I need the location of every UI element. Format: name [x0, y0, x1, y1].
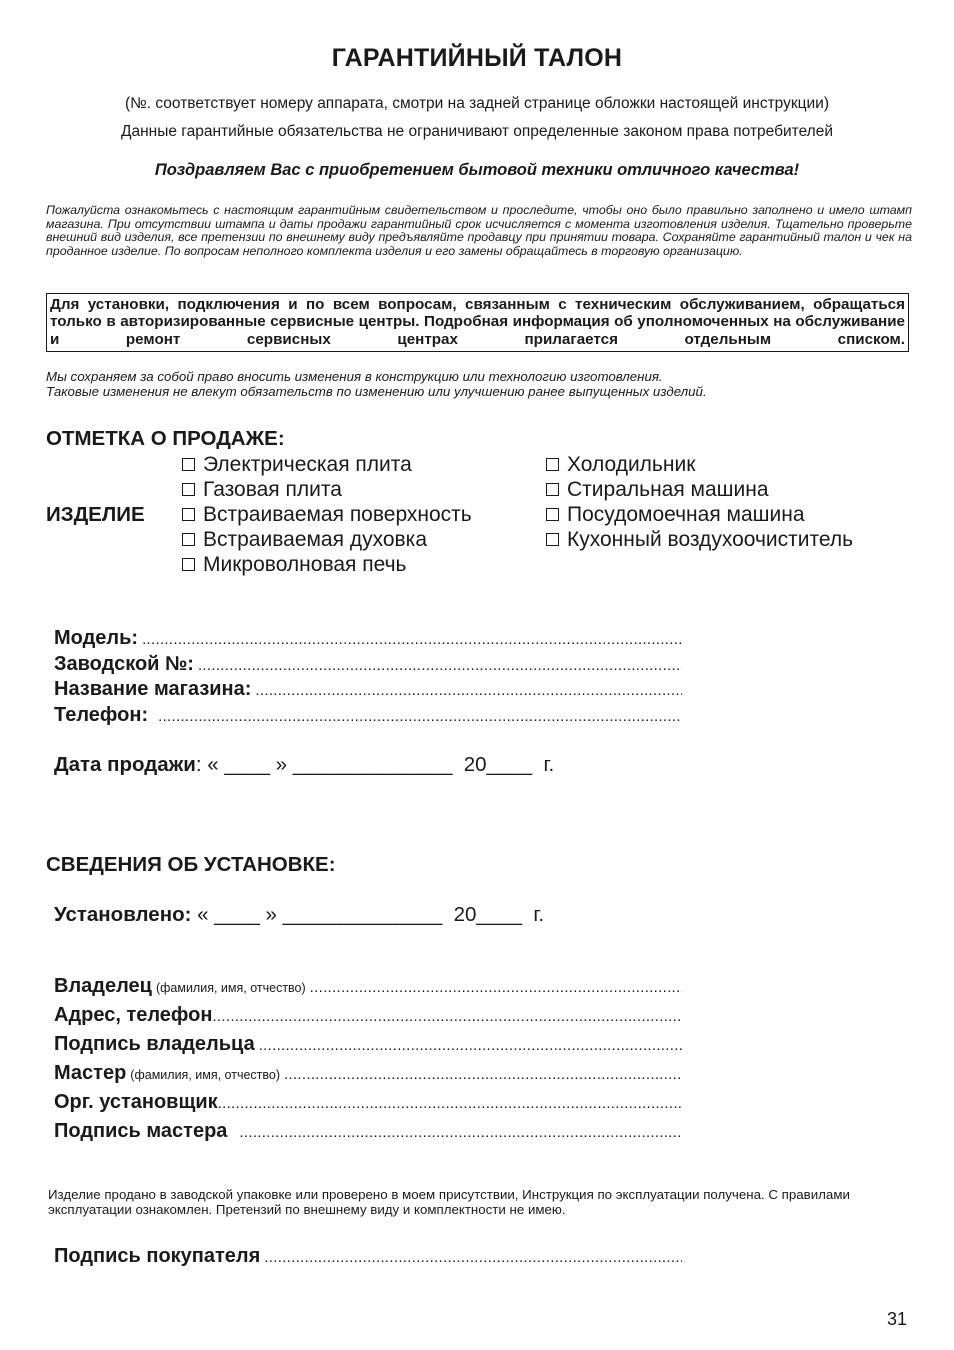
subtitle-serial-note: (№. соответствует номеру аппарата, смотри на задней странице обложки настоящей инструкции): [124, 95, 830, 112]
installation-date-blanks: « ____ » ______________ 20____ г.: [191, 903, 545, 926]
installer-org-label: Орг. установщик: [54, 1091, 218, 1113]
checkbox-icon[interactable]: [546, 483, 559, 496]
model-label: Модель:: [54, 627, 139, 649]
dotted-line: [212, 1008, 682, 1025]
buyer-signature-label: Подпись покупателя: [54, 1245, 261, 1267]
rights-line-2: Таковые изменения не влекут обязательств по изменению или улучшению ранее выпущенных изделий.: [46, 383, 707, 399]
congratulations-text: Поздравляем Вас с приобретением бытовой техники отличного качества!: [154, 161, 800, 179]
serial-number-label: Заводской №:: [54, 653, 194, 675]
dotted-line: [310, 979, 682, 996]
sale-date-field[interactable]: [54, 753, 554, 777]
master-signature-field[interactable]: [54, 1120, 682, 1143]
sale-heading: ОТМЕТКА О ПРОДАЖЕ:: [46, 427, 285, 450]
shop-name-field[interactable]: [54, 678, 682, 701]
owner-signature-label: Подпись владельца: [54, 1033, 255, 1055]
subtitle-rights-note: Данные гарантийные обязательства не ограничивают определенные законом права потребителей: [120, 123, 834, 140]
checkbox-icon[interactable]: [182, 508, 195, 521]
product-option-fridge[interactable]: Холодильник: [546, 452, 853, 477]
owner-hint: (фамилия, имя, отчество): [155, 981, 306, 995]
rights-line-1: Мы сохраняем за собой право вносить изменения в конструкцию или технологию изготовления.: [46, 369, 663, 384]
dotted-line: [264, 1249, 682, 1266]
sale-date-label: Дата продажи: [54, 753, 196, 776]
sale-date-blanks: : « ____ » ______________ 20____ г.: [195, 753, 555, 776]
dotted-line: [158, 708, 682, 725]
page-number: 31: [887, 1309, 908, 1329]
dotted-line: [218, 1095, 682, 1112]
buyer-disclaimer: Изделие продано в заводской упаковке или проверено в моем присутствии, Инструкция по эксплуатации получена. С правилами эксплуатации ознакомлен. Претензий по внешнему виду и комплектности не имею.: [48, 1187, 850, 1217]
dotted-line: [284, 1066, 682, 1083]
owner-signature-field[interactable]: [54, 1033, 682, 1056]
master-signature-label: Подпись мастера: [54, 1120, 228, 1142]
owner-field[interactable]: [54, 975, 682, 998]
dotted-line: [255, 682, 682, 699]
serial-number-field[interactable]: [54, 653, 682, 676]
product-label: ИЗДЕЛИЕ: [46, 503, 145, 526]
model-field[interactable]: [54, 627, 682, 650]
product-option-gas-stove[interactable]: Газовая плита: [182, 477, 472, 502]
rights-paragraph: [46, 370, 912, 399]
service-centers-notice: Для установки, подключения и по всем вопросам, связанным с техническим обслуживанием, обращаться только в авторизированные сервисные центры. Подробная информация об уполномоченных на обслуживание и ремонт сервисных центрах прилагается отдельным списком.: [46, 293, 909, 352]
owner-label: Владелец: [54, 975, 152, 997]
phone-label: Телефон:: [54, 704, 149, 726]
product-option-washer[interactable]: Стиральная машина: [546, 477, 853, 502]
product-option-built-in-oven[interactable]: Встраиваемая духовка: [182, 527, 472, 552]
product-options-column-1: [182, 452, 472, 577]
checkbox-icon[interactable]: [182, 483, 195, 496]
dotted-line: [259, 1037, 682, 1054]
master-hint: (фамилия, имя, отчество): [130, 1068, 281, 1082]
instructions-paragraph: Пожалуйста ознакомьтесь с настоящим гарантийным свидетельством и проследите, чтобы оно было правильно заполнено и имело штамп магазина. При отсутствии штампа и даты продажи гарантийный срок исчисляется с момента изготовления изделия. Тщательно проверьте внешний вид изделия, все претензии по внешнему виду предъявляйте продавцу при принятии товара. Сохраняйте гарантийный талон и чек на проданное изделие. По вопросам неполного комплекта изделия и его замены обращайтесь в торговую организацию.: [46, 203, 912, 258]
checkbox-icon[interactable]: [546, 508, 559, 521]
checkbox-icon[interactable]: [182, 558, 195, 571]
dotted-line: [239, 1124, 682, 1141]
product-option-dishwasher[interactable]: Посудомоечная машина: [546, 502, 853, 527]
phone-field[interactable]: [54, 704, 682, 727]
installation-heading: СВЕДЕНИЯ ОБ УСТАНОВКЕ:: [46, 853, 336, 876]
address-phone-label: Адрес, телефон: [54, 1004, 213, 1026]
master-label: Мастер: [54, 1062, 127, 1084]
dotted-line: [142, 631, 682, 648]
checkbox-icon[interactable]: [182, 458, 195, 471]
checkbox-icon[interactable]: [546, 458, 559, 471]
address-phone-field[interactable]: [54, 1004, 682, 1027]
checkbox-icon[interactable]: [182, 533, 195, 546]
installation-date-label: Установлено:: [54, 903, 192, 926]
buyer-signature-field[interactable]: [54, 1245, 682, 1268]
installer-org-field[interactable]: [54, 1091, 682, 1114]
master-field[interactable]: [54, 1062, 682, 1085]
product-option-built-in-hob[interactable]: Встраиваемая поверхность: [182, 502, 472, 527]
product-option-hood[interactable]: Кухонный воздухоочиститель: [546, 527, 853, 552]
shop-name-label: Название магазина:: [54, 678, 252, 700]
checkbox-icon[interactable]: [546, 533, 559, 546]
product-option-electric-stove[interactable]: Электрическая плита: [182, 452, 472, 477]
dotted-line: [198, 657, 682, 674]
product-option-microwave[interactable]: Микроволновая печь: [182, 552, 472, 577]
page-title: ГАРАНТИЙНЫЙ ТАЛОН: [331, 44, 623, 72]
product-options-column-2: [546, 452, 853, 552]
installation-date-field[interactable]: [54, 903, 544, 927]
